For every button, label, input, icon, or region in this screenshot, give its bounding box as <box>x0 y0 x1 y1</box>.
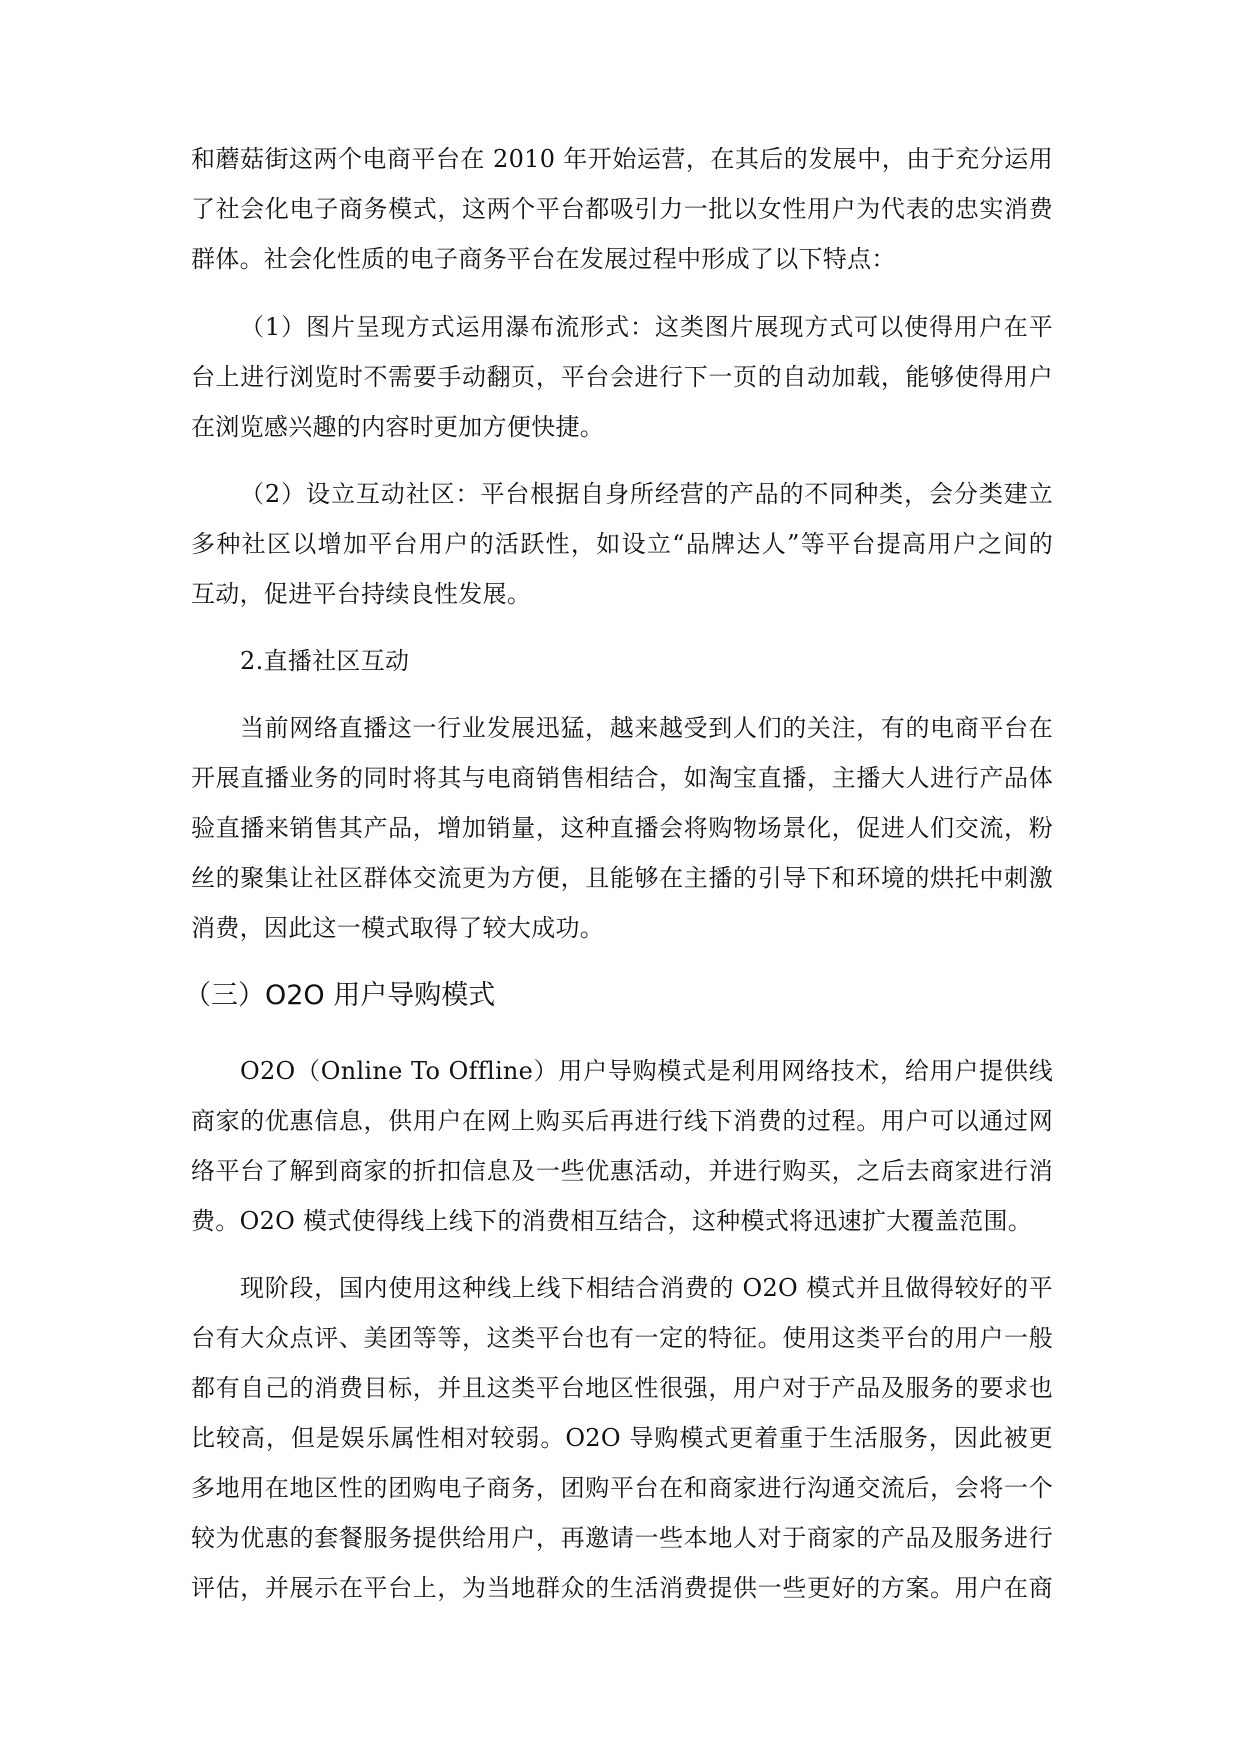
paragraph-line: 和蘑菇街这两个电商平台在 2010 年开始运营，在其后的发展中，由于充分运用 <box>191 145 1053 173</box>
paragraph-line: 商家的优惠信息，供用户在网上购买后再进行线下消费的过程。用户可以通过网 <box>191 1107 1053 1135</box>
subheading: 2.直播社区互动 <box>240 647 410 675</box>
paragraph-line: 消费，因此这一模式取得了较大成功。 <box>191 914 605 942</box>
paragraph-line: 评估，并展示在平台上，为当地群众的生活消费提供一些更好的方案。用户在商 <box>191 1574 1053 1602</box>
paragraph-line: （1）图片呈现方式运用瀑布流形式：这类图片展现方式可以使得用户在平 <box>240 313 1053 341</box>
paragraph-line: 当前网络直播这一行业发展迅猛，越来越受到人们的关注，有的电商平台在 <box>240 714 1053 742</box>
paragraph-line: 多地用在地区性的团购电子商务，团购平台在和商家进行沟通交流后，会将一个 <box>191 1474 1053 1502</box>
paragraph-line: 群体。社会化性质的电子商务平台在发展过程中形成了以下特点： <box>191 245 896 273</box>
paragraph-line: 费。O2O 模式使得线上线下的消费相互结合，这种模式将迅速扩大覆盖范围。 <box>191 1207 1033 1235</box>
paragraph-line: 开展直播业务的同时将其与电商销售相结合，如淘宝直播，主播大人进行产品体 <box>191 764 1053 792</box>
paragraph-line: 较为优惠的套餐服务提供给用户，再邀请一些本地人对于商家的产品及服务进行 <box>191 1524 1053 1552</box>
paragraph-line: 验直播来销售其产品，增加销量，这种直播会将购物场景化，促进人们交流，粉 <box>191 814 1053 842</box>
section-heading: （三）O2O 用户导购模式 <box>184 980 496 1011</box>
paragraph-line: （2）设立互动社区：平台根据自身所经营的产品的不同种类，会分类建立 <box>240 480 1053 508</box>
paragraph-line: 了社会化电子商务模式，这两个平台都吸引力一批以女性用户为代表的忠实消费 <box>191 195 1053 223</box>
paragraph-line: 多种社区以增加平台用户的活跃性，如设立“品牌达人”等平台提高用户之间的 <box>191 530 1053 558</box>
paragraph-line: 台上进行浏览时不需要手动翻页，平台会进行下一页的自动加载，能够使得用户 <box>191 363 1053 391</box>
paragraph-line: 络平台了解到商家的折扣信息及一些优惠活动，并进行购买，之后去商家进行消 <box>191 1157 1053 1185</box>
paragraph-line: 互动，促进平台持续良性发展。 <box>191 580 532 608</box>
paragraph-line: 现阶段，国内使用这种线上线下相结合消费的 O2O 模式并且做得较好的平 <box>240 1274 1053 1302</box>
paragraph-line: 比较高，但是娱乐属性相对较弱。O2O 导购模式更着重于生活服务，因此被更 <box>191 1424 1053 1452</box>
paragraph-line: 台有大众点评、美团等等，这类平台也有一定的特征。使用这类平台的用户一般 <box>191 1324 1053 1352</box>
paragraph-line: O2O（Online To Offline）用户导购模式是利用网络技术，给用户提供线 <box>240 1057 1053 1085</box>
paragraph-line: 在浏览感兴趣的内容时更加方便快捷。 <box>191 413 605 441</box>
paragraph-line: 都有自己的消费目标，并且这类平台地区性很强，用户对于产品及服务的要求也 <box>191 1374 1053 1402</box>
paragraph-line: 丝的聚集让社区群体交流更为方便，且能够在主播的引导下和环境的烘托中刺激 <box>191 864 1053 892</box>
